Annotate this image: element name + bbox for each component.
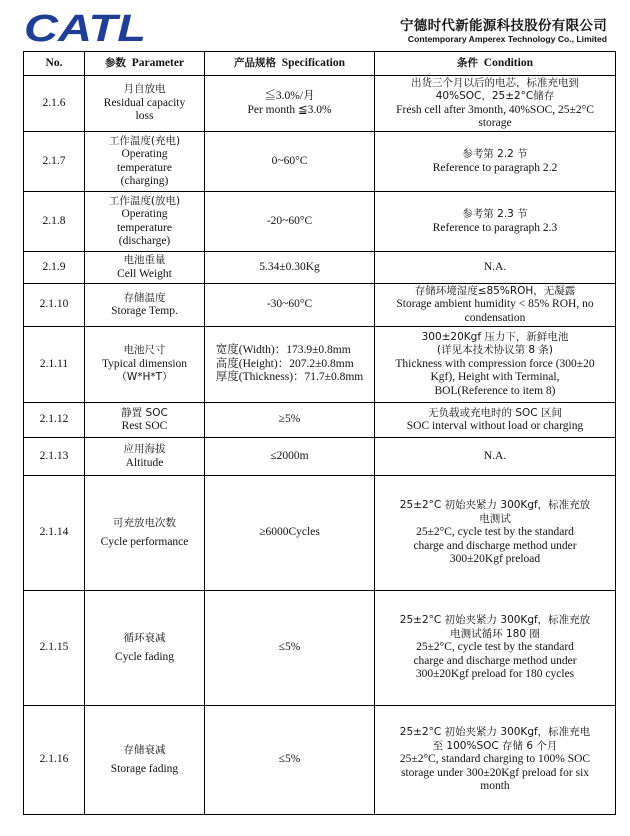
table-row bbox=[24, 327, 616, 403]
cell-parameter: 应用海拔 Altitude bbox=[85, 438, 205, 476]
cell-spec: -30~60°C bbox=[205, 284, 375, 327]
cell-no: 2.1.6 bbox=[24, 76, 85, 132]
table-row bbox=[24, 438, 616, 476]
table-row bbox=[24, 284, 616, 327]
cell-parameter: 存储温度 Storage Temp. bbox=[85, 284, 205, 327]
cell-no: 2.1.16 bbox=[24, 706, 85, 815]
cell-spec: 0~60°C bbox=[205, 132, 375, 192]
company-name-en: Contemporary Amperex Technology Co., Limited bbox=[407, 34, 607, 44]
cell-condition: 25±2°C 初始夹紧力 300Kgf，标准充放 电测试 25±2°C, cycle test by the standard charge and discharge method under 300±20Kgf preload bbox=[375, 476, 616, 591]
logo-text: CATL bbox=[24, 12, 146, 46]
cell-spec: ≦3.0%/月 Per month ≦3.0% bbox=[205, 76, 375, 132]
header-parameter: 参数 Parameter bbox=[85, 52, 205, 76]
cell-no: 2.1.8 bbox=[24, 192, 85, 252]
cell-no: 2.1.9 bbox=[24, 252, 85, 284]
table-row bbox=[24, 476, 616, 591]
cell-condition: N.A. bbox=[375, 438, 616, 476]
cell-spec: ≤5% bbox=[205, 706, 375, 815]
cell-condition: 无负载或充电时的 SOC 区间 SOC interval without load or charging bbox=[375, 403, 616, 438]
table-header-row bbox=[24, 52, 616, 76]
cell-no: 2.1.14 bbox=[24, 476, 85, 591]
header-no: No. bbox=[24, 52, 85, 76]
table-row bbox=[24, 403, 616, 438]
spec-table bbox=[23, 51, 616, 815]
cell-condition: 300±20Kgf 压力下，新鲜电池 (详见本技术协议第 8 条) Thickness with compression force (300±20 Kgf), Height with Terminal, BOL(Reference to item 8) bbox=[375, 327, 616, 403]
cell-condition: 25±2°C 初始夹紧力 300Kgf，标准充放 电测试循环 180 圈 25±2°C, cycle test by the standard charge and discharge method under 300±20Kgf preload for 180 cycles bbox=[375, 591, 616, 706]
cell-condition: 25±2°C 初始夹紧力 300Kgf，标准充电 至 100%SOC 存储 6 个月 25±2°C, standard charging to 100% SOC storage under 300±20Kgf preload for six month bbox=[375, 706, 616, 815]
cell-condition: 出货三个月以后的电芯，标准充电到 40%SOC，25±2°C储存 Fresh cell after 3month, 40%SOC, 25±2°C storage bbox=[375, 76, 616, 132]
cell-parameter: 静置 SOC Rest SOC bbox=[85, 403, 205, 438]
table-row bbox=[24, 252, 616, 284]
company-name bbox=[400, 19, 607, 44]
cell-parameter: 循环衰减 Cycle fading bbox=[85, 591, 205, 706]
cell-no: 2.1.10 bbox=[24, 284, 85, 327]
cell-spec: ≥5% bbox=[205, 403, 375, 438]
table-row bbox=[24, 76, 616, 132]
table-row bbox=[24, 706, 616, 815]
cell-parameter: 工作温度(放电) Operating temperature (discharge) bbox=[85, 192, 205, 252]
cell-spec: ≥6000Cycles bbox=[205, 476, 375, 591]
table-row bbox=[24, 591, 616, 706]
cell-no: 2.1.13 bbox=[24, 438, 85, 476]
cell-spec: 宽度(Width)：173.9±0.8mm 高度(Height)：207.2±0.8mm 厚度(Thickness)：71.7±0.8mm bbox=[205, 327, 375, 403]
cell-spec: ≤5% bbox=[205, 591, 375, 706]
table-row bbox=[24, 132, 616, 192]
cell-condition: 参考第 2.2 节 Reference to paragraph 2.2 bbox=[375, 132, 616, 192]
cell-condition: 参考第 2.3 节 Reference to paragraph 2.3 bbox=[375, 192, 616, 252]
header-condition: 条件 Condition bbox=[375, 52, 616, 76]
cell-no: 2.1.15 bbox=[24, 591, 85, 706]
cell-parameter: 电池重量 Cell Weight bbox=[85, 252, 205, 284]
cell-condition: N.A. bbox=[375, 252, 616, 284]
cell-no: 2.1.7 bbox=[24, 132, 85, 192]
cell-parameter: 工作温度(充电) Operating temperature (charging) bbox=[85, 132, 205, 192]
header-specification: 产品规格 Specification bbox=[205, 52, 375, 76]
cell-spec: ≤2000m bbox=[205, 438, 375, 476]
cell-no: 2.1.12 bbox=[24, 403, 85, 438]
cell-no: 2.1.11 bbox=[24, 327, 85, 403]
company-name-cn: 宁德时代新能源科技股份有限公司 bbox=[400, 18, 607, 34]
cell-parameter: 存储衰减 Storage fading bbox=[85, 706, 205, 815]
cell-condition: 存储环境湿度≤85%ROH，无凝露 Storage ambient humidity < 85% ROH, no condensation bbox=[375, 284, 616, 327]
cell-parameter: 月自放电 Residual capacity loss bbox=[85, 76, 205, 132]
catl-logo bbox=[24, 12, 148, 46]
cell-parameter: 可充放电次数 Cycle performance bbox=[85, 476, 205, 591]
cell-parameter: 电池尺寸 Typical dimension （W*H*T） bbox=[85, 327, 205, 403]
cell-spec: 5.34±0.30Kg bbox=[205, 252, 375, 284]
page-header bbox=[0, 0, 630, 52]
table-row bbox=[24, 192, 616, 252]
cell-spec: -20~60°C bbox=[205, 192, 375, 252]
